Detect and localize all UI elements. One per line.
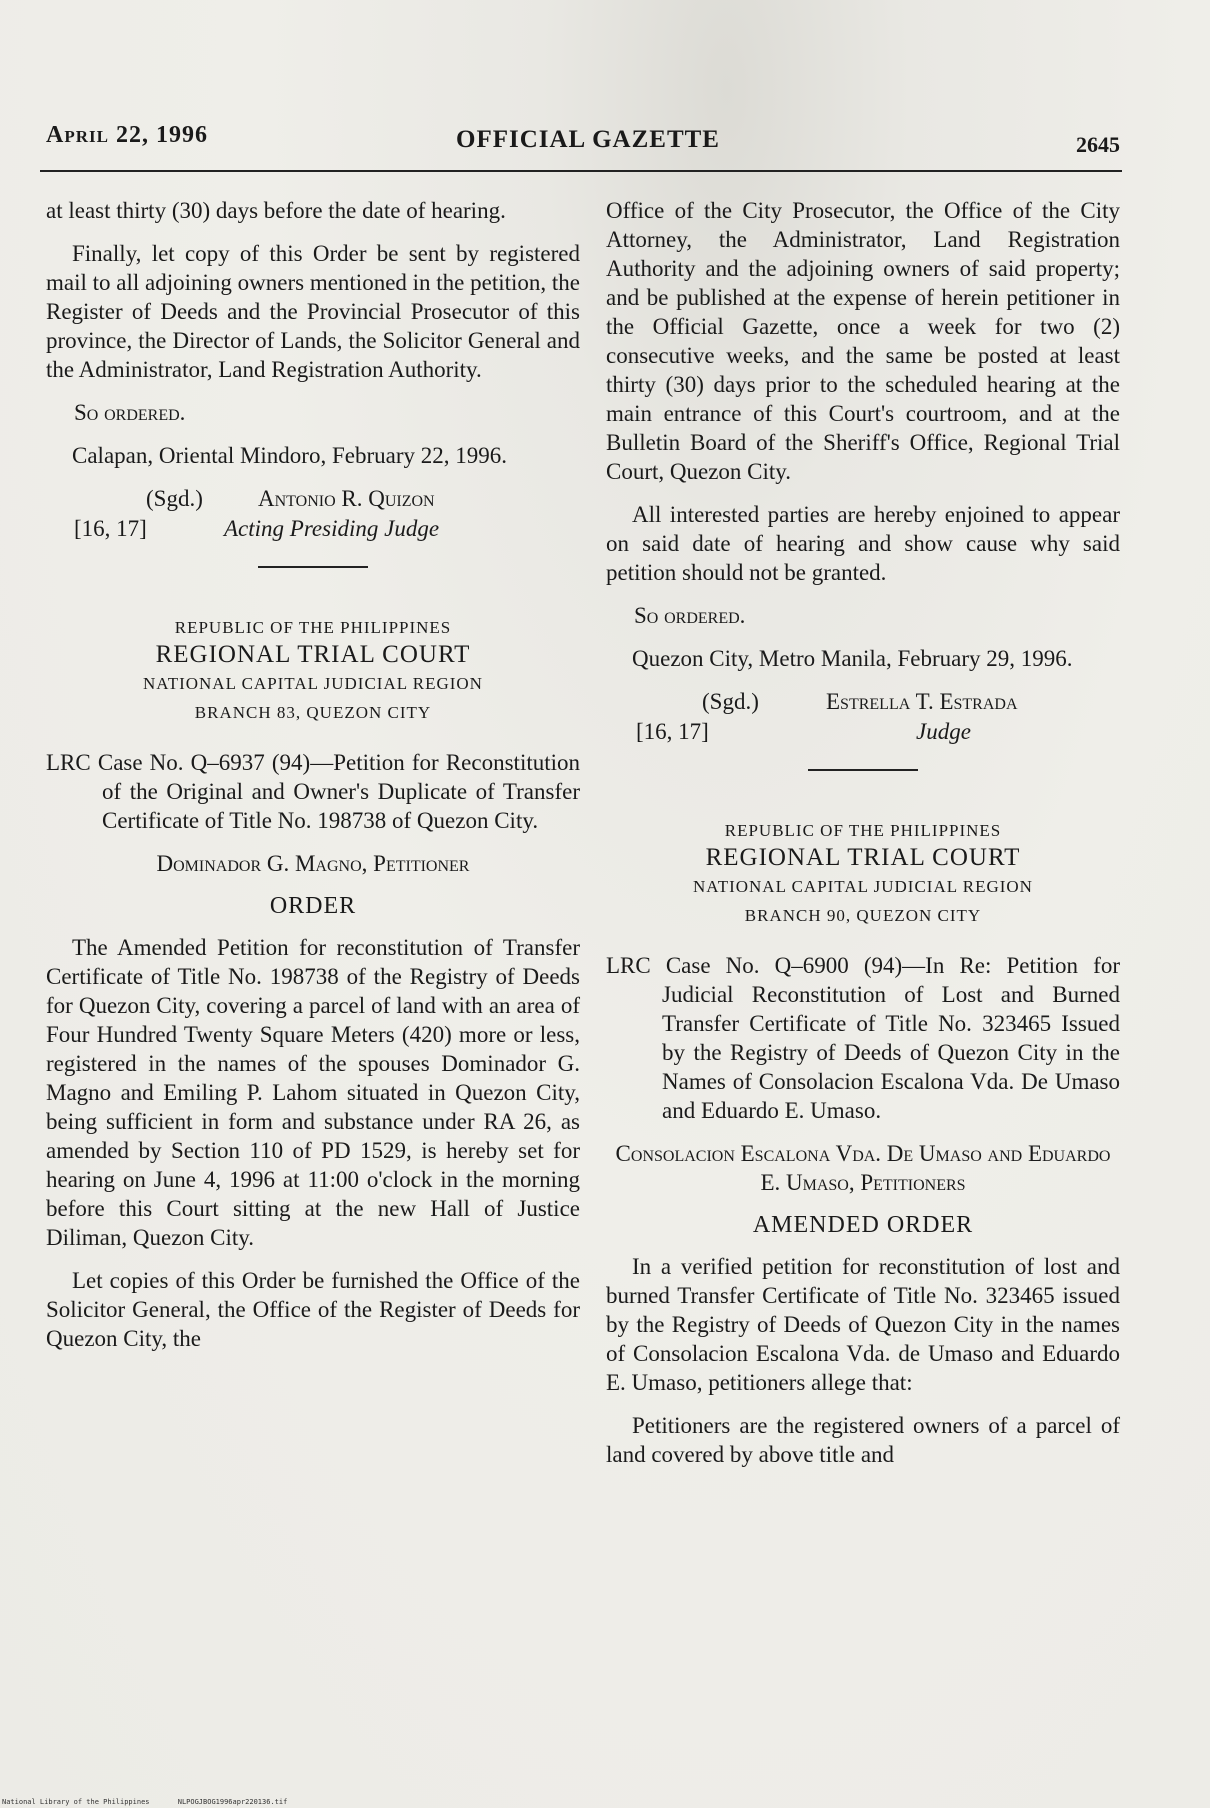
signature-block — [606, 687, 1120, 751]
place-date: Calapan, Oriental Mindoro, February 22, 1996. — [72, 443, 507, 468]
place-date: Quezon City, Metro Manila, February 29, 1996. — [632, 646, 1073, 671]
caption-branch: BRANCH 83, QUEZON CITY — [194, 703, 432, 722]
so-ordered: So ordered. — [634, 603, 746, 628]
order-heading: ORDER — [269, 893, 357, 919]
page-header — [46, 122, 1120, 162]
section-divider — [808, 769, 918, 771]
right-column — [606, 196, 1120, 1483]
court-caption — [46, 612, 580, 726]
case-title: LRC Case No. Q–6937 (94)—Petition for Reconstitution of the Original and Owner's Duplicate of Transfer Certificate of Title No. 198738 of Quezon City. — [46, 750, 580, 833]
paragraph: Office of the City Prosecutor, the Office of the City Attorney, the Administrator, Land Registration Authority and the adjoining owners of said property; and be published at the expense of herein petitioner in the Official Gazette, once a week for two (2) consecutive weeks, and the same be posted at least thirty (30) days prior to the scheduled hearing at the main entrance of this Court's courtroom, and at the Bulletin Board of the Sheriff's Office, Regional Trial Court, Quezon City. — [606, 198, 1120, 484]
paragraph: In a verified petition for reconstitution of lost and burned Transfer Certificate of Title No. 323465 issued by the Registry of Deeds of Quezon City in the names of Consolacion Escalona Vda. de Umaso and Eduardo E. Umaso, petitioners allege that: — [606, 1254, 1120, 1395]
caption-region: NATIONAL CAPITAL JUDICIAL REGION — [143, 674, 483, 693]
paragraph: Finally, let copy of this Order be sent by registered mail to all adjoining owners mentioned in the petition, the Register of Deeds and the Provincial Prosecutor of this province, the Director of Lands, the Solicitor General and the Administrator, Land Registration Authority. — [46, 241, 581, 382]
scan-filename: NLPOGJBOG1996apr220136.tif — [177, 1798, 288, 1806]
caption-branch: BRANCH 90, QUEZON CITY — [744, 906, 982, 925]
petitioner-line: Dominador G. Magno, Petitioner — [156, 851, 470, 876]
paragraph: Petitioners are the registered owners of a parcel of land covered by above title and — [606, 1413, 1120, 1467]
paragraph: at least thirty (30) days before the date of hearing. — [46, 198, 506, 223]
page-number: 2645 — [1076, 132, 1120, 157]
caption-court: REGIONAL TRIAL COURT — [705, 844, 1021, 871]
caption-republic: REPUBLIC OF THE PHILIPPINES — [724, 821, 1002, 840]
paragraph: All interested parties are hereby enjoined to appear on said date of hearing and show cause why said petition should not be granted. — [606, 502, 1120, 585]
so-ordered: So ordered. — [74, 400, 186, 425]
signatory-name: Antonio R. Quizon — [258, 486, 435, 511]
petitioner-line: Consolacion Escalona Vda. De Umaso and Eduardo E. Umaso, Petitioners — [615, 1141, 1111, 1195]
issue-reference: [16, 17] — [636, 719, 709, 744]
issue-date: April 22, 1996 — [46, 122, 208, 148]
issue-reference: [16, 17] — [74, 516, 147, 541]
header-rule — [40, 170, 1122, 172]
caption-republic: REPUBLIC OF THE PHILIPPINES — [174, 618, 452, 637]
paragraph: Let copies of this Order be furnished the Office of the Solicitor General, the Office of the Register of Deeds for Quezon City, the — [46, 1268, 580, 1351]
signature-block — [46, 484, 580, 548]
signatory-title: Acting Presiding Judge — [224, 516, 440, 541]
court-caption — [606, 815, 1120, 929]
signatory-name: Estrella T. Estrada — [826, 689, 1018, 714]
scan-footer — [2, 1798, 311, 1806]
signed-mark: (Sgd.) — [146, 486, 203, 511]
signatory-title: Judge — [916, 719, 971, 744]
caption-court: REGIONAL TRIAL COURT — [155, 641, 471, 668]
order-heading: AMENDED ORDER — [752, 1212, 974, 1238]
case-title: LRC Case No. Q–6900 (94)—In Re: Petition for Judicial Reconstitution of Lost and Burned Transfer Certificate of Title No. 323465 Issued by the Registry of Deeds of Quezon City in the Names of Consolacion Escalona Vda. De Umaso and Eduardo E. Umaso. — [606, 953, 1120, 1123]
signed-mark: (Sgd.) — [702, 689, 759, 714]
left-column — [46, 196, 580, 1367]
section-divider — [258, 566, 368, 568]
publication-title: OFFICIAL GAZETTE — [456, 126, 720, 153]
paragraph: The Amended Petition for reconstitution of Transfer Certificate of Title No. 198738 of the Registry of Deeds for Quezon City, covering a parcel of land with an area of Four Hundred Twenty Square Meters (420) more or less, registered in the names of the spouses Dominador G. Magno and Emiling P. Lahom situated in Quezon City, being sufficient in form and substance under RA 26, as amended by Section 110 of PD 1529, is hereby set for hearing on June 4, 1996 at 11:00 o'clock in the morning before this Court sitting at the new Hall of Justice Diliman, Quezon City. — [46, 935, 580, 1250]
caption-region: NATIONAL CAPITAL JUDICIAL REGION — [693, 877, 1033, 896]
library-credit: National Library of the Philippines — [2, 1798, 150, 1806]
